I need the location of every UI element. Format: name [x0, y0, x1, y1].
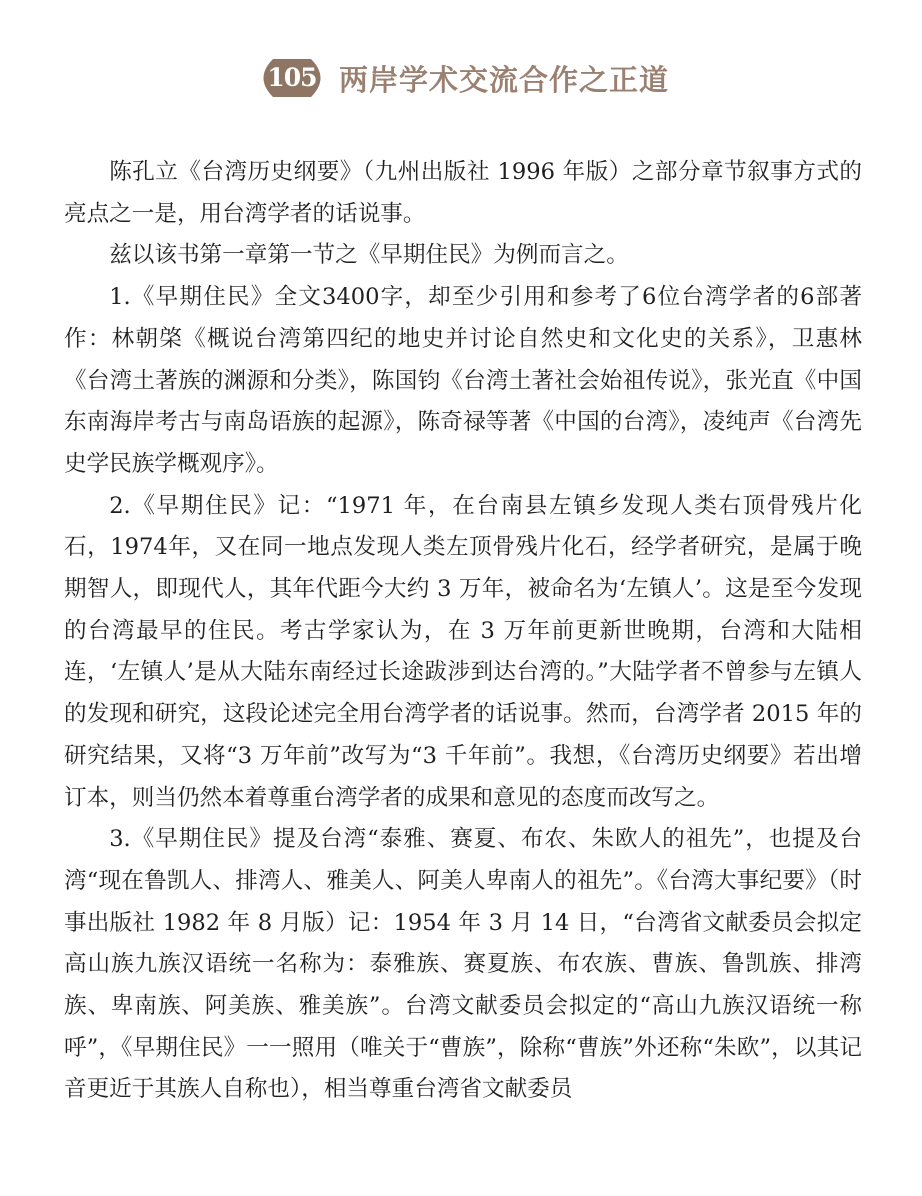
body-text	[64, 152, 862, 1111]
chapter-number: 105	[267, 63, 317, 92]
chapter-header	[0, 56, 922, 100]
paragraph: 2.《早期住民》记：“1971 年，在台南县左镇乡发现人类右顶骨残片化石，1974年，又在同一地点发现人类左顶骨残片化石，经学者研究，是属于晚期智人，即现代人，其年代距今大约 3 万年，被命名为‘左镇人’。这是至今发现的台湾最早的住民。考古学家认为，在 3 万年前更新世晚期，台湾和大陆相连，‘左镇人’是从大陆东南经过长途跋涉到达台湾的。”大陆学者不曾参与左镇人的发现和研究，这段论述完全用台湾学者的话说事。然而，台湾学者 2015 年的研究结果，又将“3 万年前”改写为“3 千年前”。我想，《台湾历史纲要》若出增订本，则当仍然本着尊重台湾学者的成果和意见的态度而改写之。	[64, 492, 862, 811]
chapter-title: 两岸学术交流合作之正道	[338, 62, 669, 97]
paragraph: 1.《早期住民》全文3400字，却至少引用和参考了6位台湾学者的6部著作：林朝棨《概说台湾第四纪的地史并讨论自然史和文化史的关系》，卫惠林《台湾土著族的渊源和分类》，陈国钧《台湾土著社会始祖传说》，张光直《中国东南海岸考古与南岛语族的起源》，陈奇禄等著《中国的台湾》，凌纯声《台湾先史学民族学概观序》。	[64, 284, 862, 477]
paragraph: 陈孔立《台湾历史纲要》（九州出版社 1996 年版）之部分章节叙事方式的亮点之一是，用台湾学者的话说事。	[64, 159, 862, 227]
paragraph: 3.《早期住民》提及台湾“泰雅、赛夏、布农、朱欧人的祖先”，也提及台湾“现在鲁凯人、排湾人、雅美人、阿美人卑南人的祖先”。《台湾大事纪要》（时事出版社 1982 年 8 月版）记：1954 年 3 月 14 日，“台湾省文献委员会拟定高山族九族汉语统一名称为：泰雅族、赛夏族、布农族、曹族、鲁凯族、排湾族、卑南族、阿美族、雅美族”。台湾文献委员会拟定的“高山九族汉语统一称呼”，《早期住民》一一照用（唯关于“曹族”，除称“曹族”外还称“朱欧”，以其记音更近于其族人自称也），相当尊重台湾省文献委员	[64, 826, 862, 1103]
chapter-number-badge	[253, 58, 331, 98]
paragraph: 兹以该书第一章第一节之《早期住民》为例而言之。	[109, 242, 629, 269]
